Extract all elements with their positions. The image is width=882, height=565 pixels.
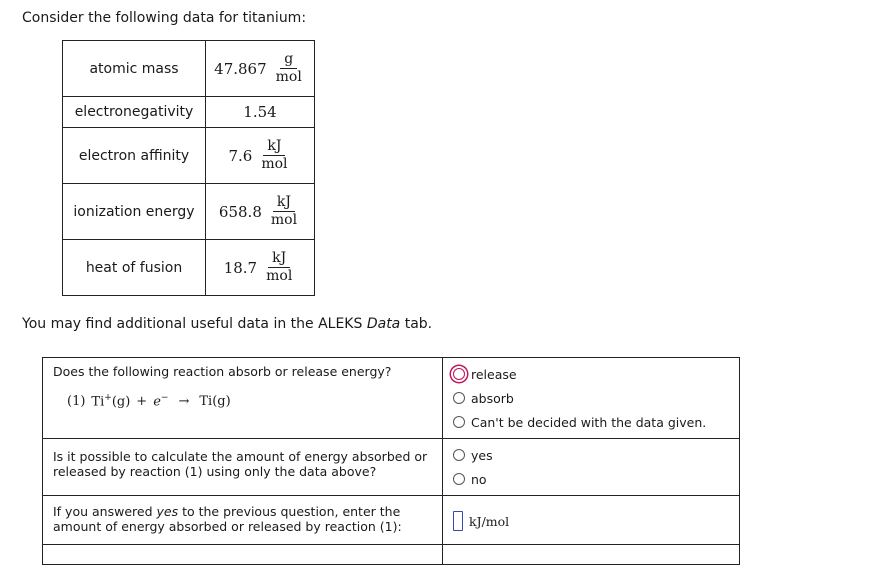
reaction-arrow-icon: → bbox=[178, 393, 190, 409]
option-cannot-decide[interactable] bbox=[453, 410, 729, 434]
property-name: electronegativity bbox=[63, 97, 206, 128]
property-value bbox=[206, 97, 315, 128]
property-value bbox=[206, 41, 315, 97]
property-name: atomic mass bbox=[63, 41, 206, 97]
value-number: 47.867 bbox=[214, 59, 267, 78]
question-text: If you answered yes to the previous question, enter the amount of energy absorbed or released by reaction (1): bbox=[53, 504, 402, 534]
unit-fraction bbox=[257, 138, 291, 173]
question-cell bbox=[43, 439, 443, 496]
table-row bbox=[63, 97, 315, 128]
question-cell bbox=[43, 545, 443, 565]
question-text: Does the following reaction absorb or release energy? bbox=[53, 364, 392, 379]
unit-denominator: mol bbox=[270, 212, 298, 228]
data-tab-reference: Data bbox=[366, 316, 401, 332]
note-text: You may find additional useful data in the ALEKS bbox=[22, 316, 367, 332]
unit-fraction bbox=[267, 194, 301, 229]
radio-release[interactable] bbox=[453, 368, 465, 380]
property-value bbox=[206, 184, 315, 240]
answer-cell bbox=[443, 439, 740, 496]
radio-absorb[interactable] bbox=[453, 392, 465, 404]
unit-numerator: kJ bbox=[273, 194, 295, 212]
option-yes[interactable] bbox=[453, 443, 729, 467]
unit-numerator: kJ bbox=[263, 138, 285, 156]
radio-yes[interactable] bbox=[453, 449, 465, 461]
unit-numerator: g bbox=[280, 51, 297, 69]
reactant-electron: e− bbox=[153, 393, 169, 410]
radio-no[interactable] bbox=[453, 473, 465, 485]
option-no[interactable] bbox=[453, 467, 729, 491]
option-label: yes bbox=[471, 447, 493, 463]
answer-cell bbox=[443, 496, 740, 545]
value-number: 7.6 bbox=[228, 146, 253, 165]
table-row bbox=[63, 128, 315, 184]
option-label: release bbox=[471, 366, 517, 382]
question-row-cutoff bbox=[43, 545, 740, 565]
property-value bbox=[206, 240, 315, 296]
table-row bbox=[63, 240, 315, 296]
state-symbol: (g) bbox=[111, 394, 131, 410]
unit-numerator: kJ bbox=[268, 250, 290, 268]
answer-cell bbox=[443, 358, 740, 439]
option-label: absorb bbox=[471, 390, 514, 406]
energy-input[interactable] bbox=[453, 511, 463, 531]
reaction-equation bbox=[67, 393, 432, 409]
titanium-data-table bbox=[62, 40, 315, 296]
unit-denominator: mol bbox=[275, 69, 302, 85]
property-name: heat of fusion bbox=[63, 240, 206, 296]
value-number: 1.54 bbox=[243, 103, 277, 121]
option-label: Can't be decided with the data given. bbox=[471, 414, 707, 430]
unit-fraction bbox=[262, 250, 296, 285]
option-absorb[interactable] bbox=[453, 386, 729, 410]
energy-answer-field bbox=[453, 509, 729, 533]
question-table bbox=[42, 357, 740, 565]
aleks-data-note bbox=[22, 316, 432, 332]
reactant-ti-ion: Ti+(g) bbox=[91, 393, 131, 410]
reaction-label: (1) bbox=[67, 393, 86, 409]
product-ti: Ti(g) bbox=[199, 393, 231, 409]
answer-cell bbox=[443, 545, 740, 565]
electron-charge: − bbox=[160, 393, 169, 403]
option-release[interactable] bbox=[453, 362, 729, 386]
property-name: ionization energy bbox=[63, 184, 206, 240]
note-text-end: tab. bbox=[400, 316, 433, 332]
table-row bbox=[63, 41, 315, 97]
state-symbol: (g) bbox=[212, 393, 231, 409]
question-cell bbox=[43, 496, 443, 545]
radio-cannot-decide[interactable] bbox=[453, 416, 465, 428]
intro-text: Consider the following data for titanium: bbox=[22, 10, 307, 26]
value-number: 658.8 bbox=[218, 202, 262, 221]
question-row-energy-direction bbox=[43, 358, 740, 439]
question-row-calculable bbox=[43, 439, 740, 496]
unit-denominator: mol bbox=[266, 268, 293, 284]
question-row-energy-value bbox=[43, 496, 740, 545]
plus-sign: + bbox=[136, 393, 148, 409]
property-name: electron affinity bbox=[63, 128, 206, 184]
ion-charge: + bbox=[104, 393, 112, 403]
table-row bbox=[63, 184, 315, 240]
unit-label: kJ/mol bbox=[469, 513, 510, 529]
question-cell bbox=[43, 358, 443, 439]
unit-fraction bbox=[272, 51, 306, 86]
option-label: no bbox=[471, 471, 487, 487]
property-value bbox=[206, 128, 315, 184]
unit-denominator: mol bbox=[261, 156, 288, 172]
value-number: 18.7 bbox=[223, 258, 258, 277]
question-text: Is it possible to calculate the amount of energy absorbed or released by reaction (1) using only the data above? bbox=[53, 449, 428, 479]
